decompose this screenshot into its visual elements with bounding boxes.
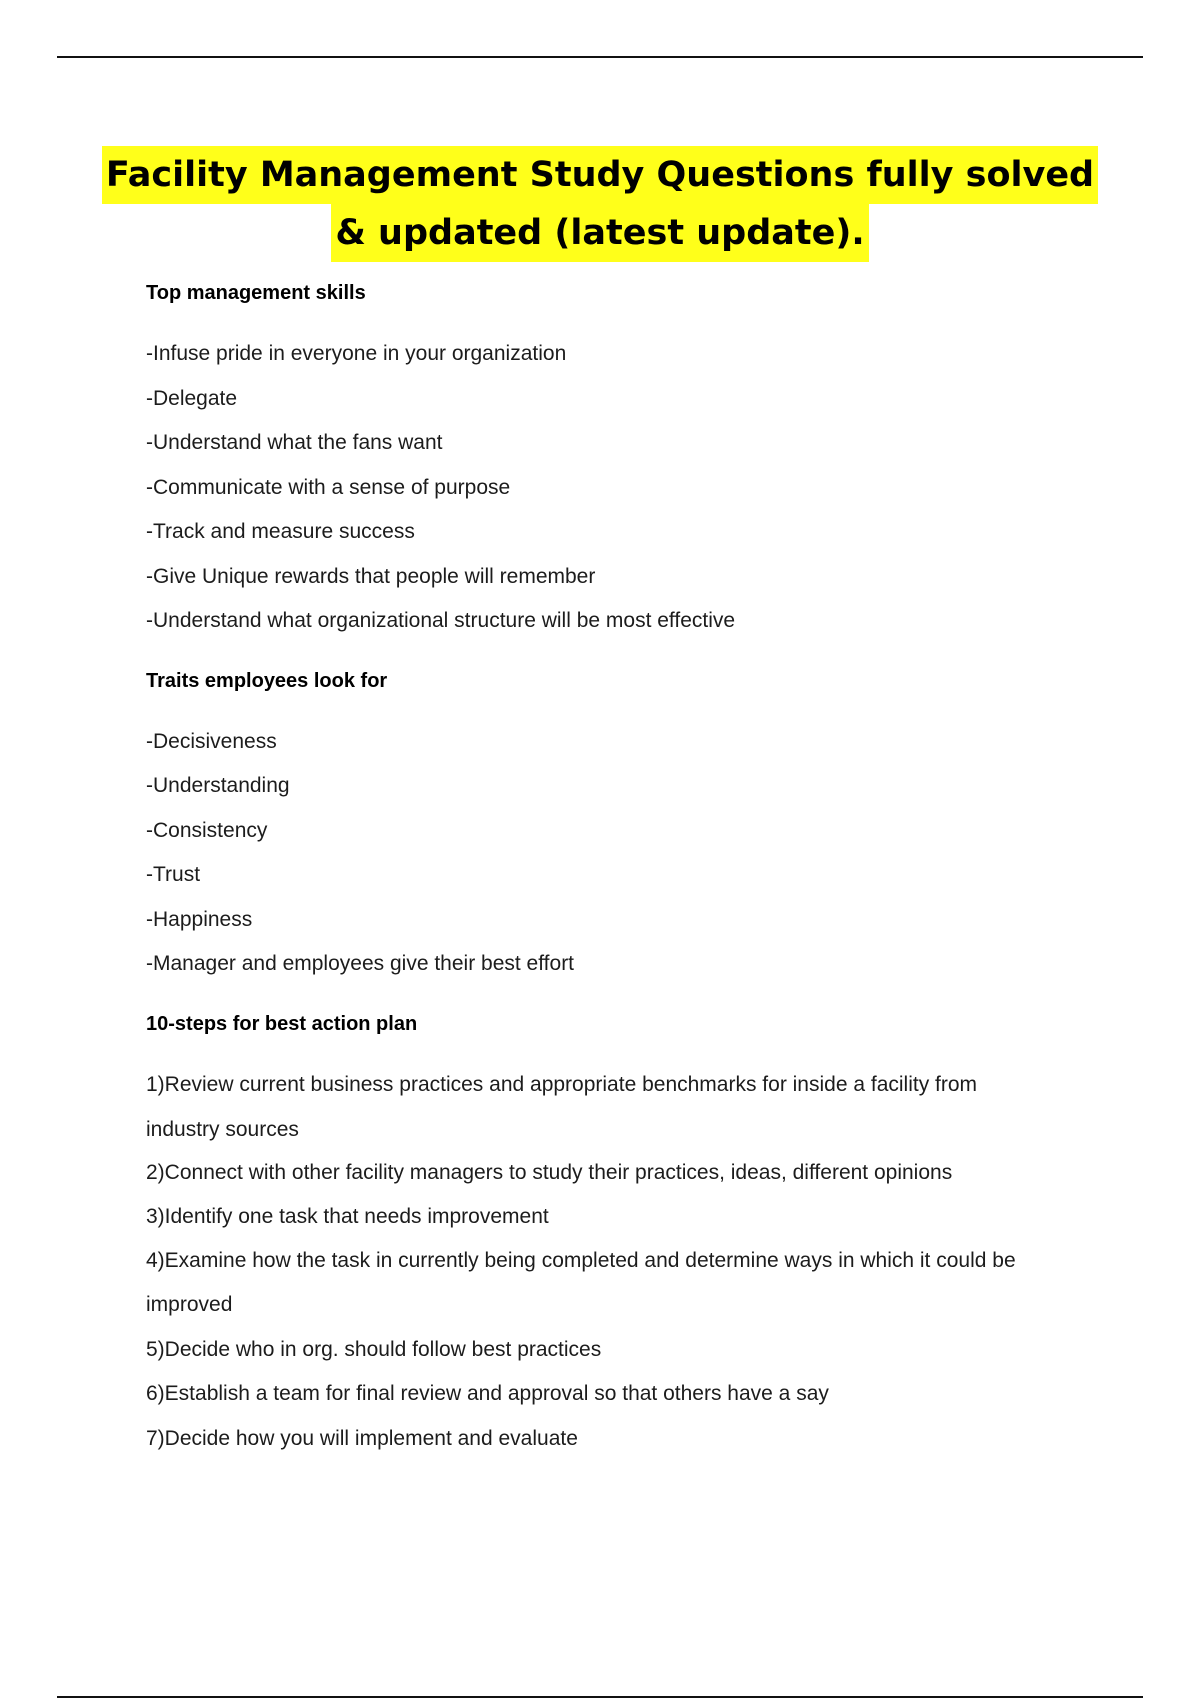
section-heading-traits-employees: Traits employees look for xyxy=(146,670,388,692)
list-item: 3)Identify one task that needs improvement xyxy=(146,1205,549,1228)
list-item: 1)Review current business practices and appropriate benchmarks for inside a facility from xyxy=(146,1073,978,1096)
section-heading-action-plan: 10-steps for best action plan xyxy=(146,1013,418,1035)
list-item: -Track and measure success xyxy=(146,520,415,543)
title-line-2: & updated (latest update). xyxy=(331,204,868,262)
list-item: -Infuse pride in everyone in your organization xyxy=(146,342,567,365)
list-item: -Understand what organizational structure will be most effective xyxy=(146,609,736,632)
list-item: -Understand what the fans want xyxy=(146,431,443,454)
document-title xyxy=(57,146,1143,262)
list-item: improved xyxy=(146,1293,233,1316)
list-item: 2)Connect with other facility managers to study their practices, ideas, different opinions xyxy=(146,1161,953,1184)
list-item: -Trust xyxy=(146,863,201,886)
list-item: -Decisiveness xyxy=(146,730,277,753)
list-item: 4)Examine how the task in currently being completed and determine ways in which it could be xyxy=(146,1249,1016,1272)
title-line-1: Facility Management Study Questions fully solved xyxy=(102,146,1098,204)
bottom-rule xyxy=(57,1696,1143,1698)
top-rule xyxy=(57,56,1143,58)
list-item: -Consistency xyxy=(146,819,268,842)
section-heading-top-management-skills: Top management skills xyxy=(146,282,366,304)
list-item: industry sources xyxy=(146,1118,299,1141)
list-item: -Delegate xyxy=(146,387,238,410)
list-item: -Communicate with a sense of purpose xyxy=(146,476,511,499)
list-item: -Understanding xyxy=(146,774,290,797)
list-item: -Happiness xyxy=(146,908,253,931)
list-item: 6)Establish a team for final review and approval so that others have a say xyxy=(146,1382,829,1405)
list-item: -Manager and employees give their best effort xyxy=(146,952,575,975)
list-item: -Give Unique rewards that people will remember xyxy=(146,565,596,588)
list-item: 7)Decide how you will implement and evaluate xyxy=(146,1427,578,1450)
list-item: 5)Decide who in org. should follow best practices xyxy=(146,1338,602,1361)
